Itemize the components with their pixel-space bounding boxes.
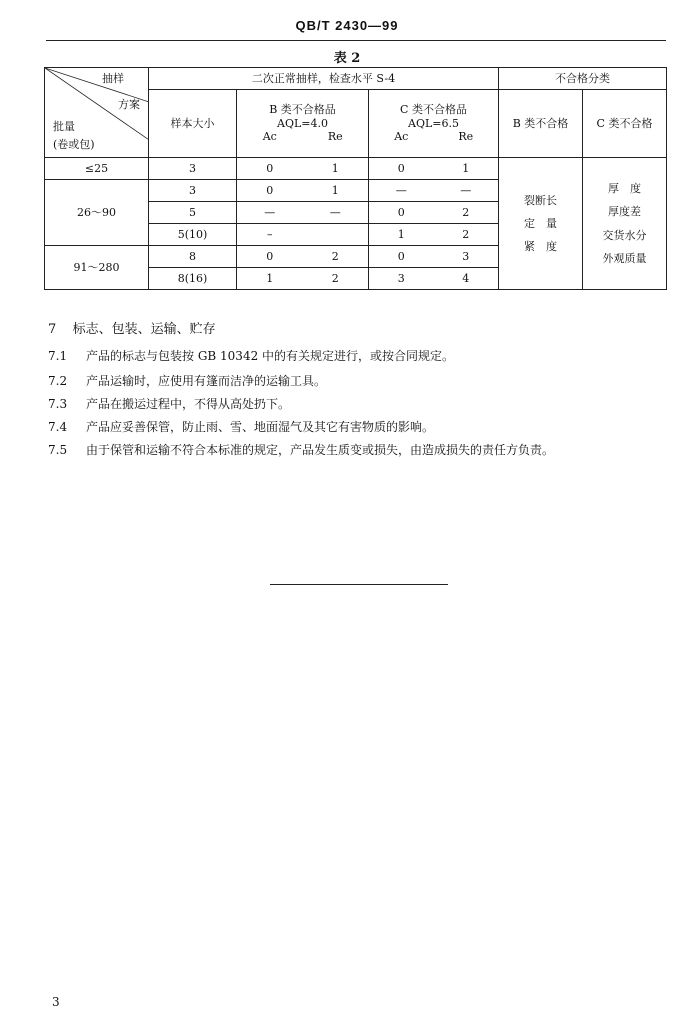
header-c-aql: AQL=6.5	[408, 116, 459, 130]
c-ac-value: 1	[397, 227, 405, 241]
b-ac-value: 0	[266, 249, 274, 263]
clause-7-1	[48, 345, 668, 367]
header-rule	[46, 40, 666, 41]
c-re-value: 3	[462, 249, 470, 263]
b-accept-reject-cell	[237, 246, 369, 268]
b-ac-value: –	[267, 227, 273, 241]
header-nonconform-group: 不合格分类	[499, 68, 667, 90]
clause-7-5	[48, 439, 668, 461]
c-re-value: 2	[462, 227, 470, 241]
clause-text: 产品应妥善保管，防止雨、雪、地面湿气及其它有害物质的影响。	[86, 420, 435, 434]
header-b-re: Re	[327, 130, 343, 144]
clause-text: 产品的标志与包装按 GB 10342 中的有关规定进行，或按合同规定。	[86, 349, 455, 363]
b-accept-reject-cell	[237, 180, 369, 202]
header-b-ac: Ac	[262, 130, 277, 144]
c-accept-reject-cell	[369, 180, 499, 202]
c-re-value: 1	[462, 161, 470, 175]
b-item: 紧 度	[524, 240, 558, 254]
b-item: 定 量	[524, 216, 558, 230]
c-ac-value: 0	[397, 249, 405, 263]
table-row	[45, 158, 667, 180]
c-ac-value: 0	[397, 205, 405, 219]
header-sampling-group: 二次正常抽样，检查水平 S-4	[149, 68, 499, 90]
b-re-value	[320, 228, 350, 242]
corner-label-scheme: 方案	[118, 98, 140, 111]
c-ac-value: 0	[397, 161, 405, 175]
c-item: 厚 度	[608, 182, 642, 196]
b-item: 裂断长	[524, 193, 558, 207]
table-title: 表 2	[333, 51, 361, 66]
lot-size-cell: 91～280	[45, 246, 149, 290]
section-title: 标志、包装、运输、贮存	[72, 322, 216, 337]
c-accept-reject-cell	[369, 202, 499, 224]
lot-size-cell: ≤25	[45, 158, 149, 180]
b-re-value: 2	[331, 249, 339, 263]
clause-7-3	[48, 393, 668, 415]
c-nonconform-items	[583, 158, 667, 290]
c-ac-value: 3	[397, 271, 405, 285]
b-re-value: 1	[331, 183, 339, 197]
b-accept-reject-cell	[237, 158, 369, 180]
b-re-value: —	[329, 205, 341, 219]
b-ac-value: 1	[266, 271, 274, 285]
clause-number: 7.2	[48, 374, 68, 388]
end-of-standard-rule	[270, 584, 448, 585]
b-re-value: 1	[331, 161, 339, 175]
clause-7-4	[48, 416, 668, 438]
b-re-value: 2	[331, 271, 339, 285]
clause-number: 7.5	[48, 443, 68, 457]
sampling-table	[44, 67, 667, 290]
c-item: 交货水分	[602, 228, 647, 242]
sample-size-cell: 8(16)	[149, 268, 237, 290]
sample-size-cell: 3	[149, 158, 237, 180]
c-accept-reject-cell	[369, 224, 499, 246]
b-nonconform-items	[499, 158, 583, 290]
c-item: 外观质量	[602, 251, 647, 265]
clause-number: 7.4	[48, 420, 68, 434]
sample-size-cell: 3	[149, 180, 237, 202]
b-accept-reject-cell	[237, 224, 369, 246]
clause-number: 7.3	[48, 397, 68, 411]
b-accept-reject-cell	[237, 268, 369, 290]
b-ac-value: 0	[266, 183, 274, 197]
clause-number: 7.1	[48, 349, 68, 363]
sample-size-cell: 5	[149, 202, 237, 224]
clause-text: 产品运输时，应使用有篷而洁净的运输工具。	[86, 374, 327, 388]
sample-size-cell: 8	[149, 246, 237, 268]
sample-size-cell: 5(10)	[149, 224, 237, 246]
lot-size-cell: 26～90	[45, 180, 149, 246]
clause-7-2	[48, 370, 668, 392]
c-re-value: —	[460, 183, 472, 197]
header-b-class	[237, 90, 369, 158]
b-accept-reject-cell	[237, 202, 369, 224]
header-c-label: C 类不合格品	[400, 102, 467, 116]
page-number: 3	[52, 995, 60, 1009]
corner-label-unit: (卷或包)	[53, 138, 95, 151]
section-number: 7	[48, 322, 57, 337]
header-c-re: Re	[458, 130, 474, 144]
corner-label-sampling: 抽样	[102, 72, 124, 85]
c-item: 厚度差	[608, 205, 642, 219]
section-heading	[48, 318, 216, 337]
b-ac-value: 0	[266, 161, 274, 175]
c-accept-reject-cell	[369, 268, 499, 290]
c-accept-reject-cell	[369, 246, 499, 268]
header-c-class	[369, 90, 499, 158]
header-c-ac: Ac	[394, 130, 409, 144]
table-corner-cell	[45, 68, 149, 158]
b-ac-value: —	[264, 205, 276, 219]
header-c-nonconform: C 类不合格	[583, 90, 667, 158]
header-b-aql: AQL=4.0	[277, 116, 328, 130]
clause-text: 产品在搬运过程中，不得从高处扔下。	[86, 397, 291, 411]
c-re-value: 2	[462, 205, 470, 219]
c-re-value: 4	[462, 271, 470, 285]
clause-text: 由于保管和运输不符合本标准的规定，产品发生质变或损失，由造成损失的责任方负责。	[86, 443, 555, 457]
standard-code: QB/T 2430—99	[295, 18, 399, 33]
corner-label-lot: 批量	[53, 120, 75, 133]
header-b-nonconform: B 类不合格	[499, 90, 583, 158]
header-sample-size: 样本大小	[149, 90, 237, 158]
header-b-label: B 类不合格品	[269, 102, 336, 116]
c-accept-reject-cell	[369, 158, 499, 180]
c-ac-value: —	[395, 183, 407, 197]
